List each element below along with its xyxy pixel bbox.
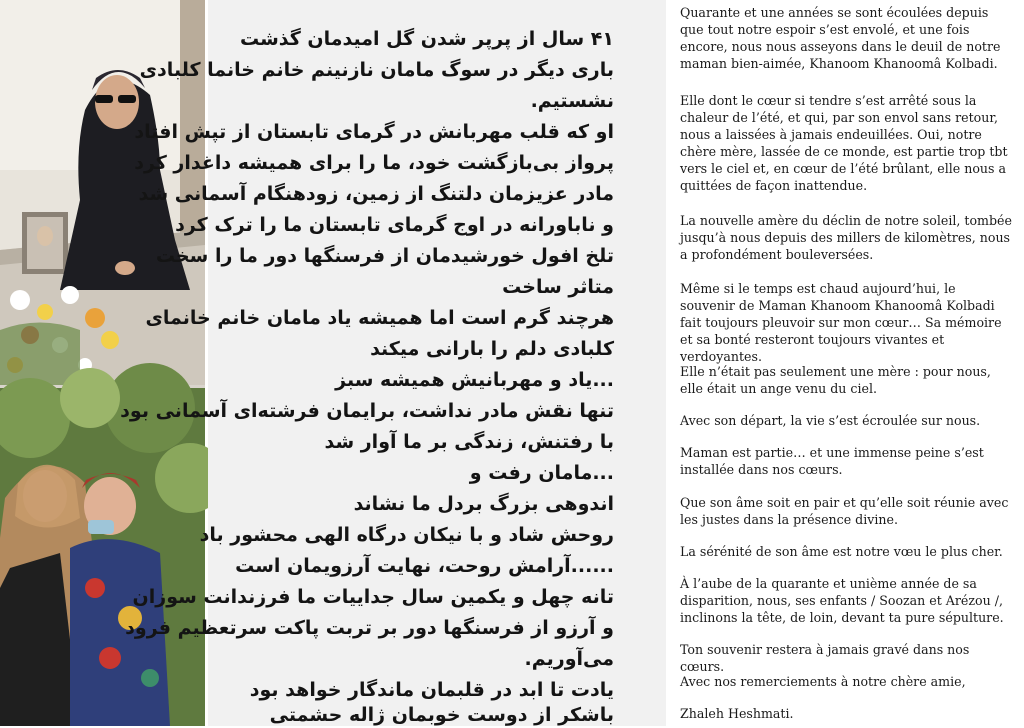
french-paragraph-10: À l’aube de la quarante et unième année de sa disparition, nous, ses enfants / Soozan et Arézou /, inclinons la tête, de loin, devant ta pure sépulture. <box>680 576 1004 625</box>
persian-line-14: با رفتنش، زندگی بر ما آوار شد <box>324 431 614 453</box>
persian-line-4: او که قلب مهربانش در گرمای تابستان از تپش افتاد <box>134 121 614 143</box>
french-paragraph-2: Elle dont le cœur si tendre s’est arrêté sous la chaleur de l’été, et qui, par son envol sans retour, nous a laissées à jamais endeuillées. Oui, notre chère mère, lassée de ce monde, est partie trop tbt vers le ciel et, en cœur de l’été brûlant, elle nous a quittées de façon inattendue. <box>680 93 1008 193</box>
french-signature: Zhaleh Heshmati. <box>680 706 794 721</box>
persian-line-19: تانه چهل و یکمین سال جداییات ما فرزندانت سوزان <box>132 586 614 608</box>
persian-line-5: پرواز بی‌بازگشت خود، ما را برای همیشه داغدار کرد <box>134 152 614 174</box>
persian-line-9: متاثر ساخت <box>502 276 614 298</box>
persian-line-23: باشکر از دوست خوبمان ژاله حشمتی <box>269 704 614 726</box>
photo-two-women <box>0 388 205 726</box>
persian-line-21: می‌آوریم. <box>524 648 614 670</box>
french-paragraph-6: Avec son départ, la vie s’est écroulée sur nous. <box>680 413 981 428</box>
french-paragraph-7: Maman est partie… et une immense peine s’est installée dans nos cœurs. <box>680 445 984 477</box>
persian-line-20: و آرزو از فرسنگها دور بر تربت پاکت سرتعظیم فرود <box>125 617 614 639</box>
french-paragraph-5: Elle n’était pas seulement une mère : pour nous, elle était un ange venu du ciel. <box>680 364 991 396</box>
persian-line-13: تنها نقش مادر نداشت، برایمان فرشته‌ای آسمانی بود <box>120 400 614 422</box>
french-paragraph-4: Même si le temps est chaud aujourd’hui, le souvenir de Maman Khanoom Khanoomâ Kolbadi fait toujours pleuvoir sur mon cœur… Sa mémoire et sa bonté resteront toujours vivantes et verdoyantes. <box>680 281 1002 364</box>
persian-line-6: مادر عزیزمان دلتنگ از زمین، زودهنگام آسمانی شد <box>138 183 614 205</box>
persian-line-17: روحش شاد و با نیکان درگاه الهی محشور باد <box>199 524 614 546</box>
persian-line-12: ...یاد و مهربانیش همیشه سبز <box>335 369 614 391</box>
french-paragraph-3: La nouvelle amère du déclin de notre soleil, tombée jusqu’à nous depuis des millers de kilomètres, nous a profondément bouleversées. <box>680 213 1012 262</box>
french-paragraph-1: Quarante et une années se sont écoulées depuis que tout notre espoir s’est envolé, et une fois encore, nous nous asseyons dans le deuil de notre maman bien-aimée, Khanoom Khanoomâ Kolbadi. <box>680 5 1001 71</box>
persian-line-18: ......آرامش روحت، نهایت آرزویمان است <box>235 555 614 577</box>
persian-line-22: یادت تا ابد در قلبمان ماندگار خواهد بود <box>249 679 614 701</box>
persian-line-8: تلخ افول خورشیدمان از فرسنگها دور ما را سخت <box>155 245 614 267</box>
french-paragraph-9: La sérénité de son âme est notre vœu le plus cher. <box>680 544 1003 559</box>
persian-line-1: ۴۱ سال از پرپر شدن گل امیدمان گذشت <box>240 28 614 50</box>
persian-line-15: ...مامان رفت و <box>469 462 614 484</box>
persian-line-16: اندوهی بزرگ بردل ما نشاند <box>353 493 614 515</box>
persian-line-2: باری دیگر در سوگ مامان نازنینم خانم خانما کلبادی <box>139 59 614 81</box>
persian-line-7: و ناباورانه در اوج گرمای تابستان ما را ترک کرد <box>175 214 614 236</box>
french-paragraph-11: Ton souvenir restera à jamais gravé dans nos cœurs. <box>680 642 970 674</box>
persian-poem-panel <box>120 0 666 726</box>
persian-line-10: هرچند گرم است اما همیشه یاد مامان خانم خانمای <box>145 307 614 329</box>
persian-line-11: کلبادی دلم را بارانی میکند <box>370 338 614 360</box>
french-paragraph-8: Que son âme soit en pair et qu’elle soit réunie avec les justes dans la présence divine. <box>680 495 1009 527</box>
persian-line-3: نشستیم. <box>530 90 614 112</box>
french-translation-panel <box>670 0 1020 726</box>
french-paragraph-12: Avec nos remerciements à notre chère amie, <box>680 674 966 689</box>
